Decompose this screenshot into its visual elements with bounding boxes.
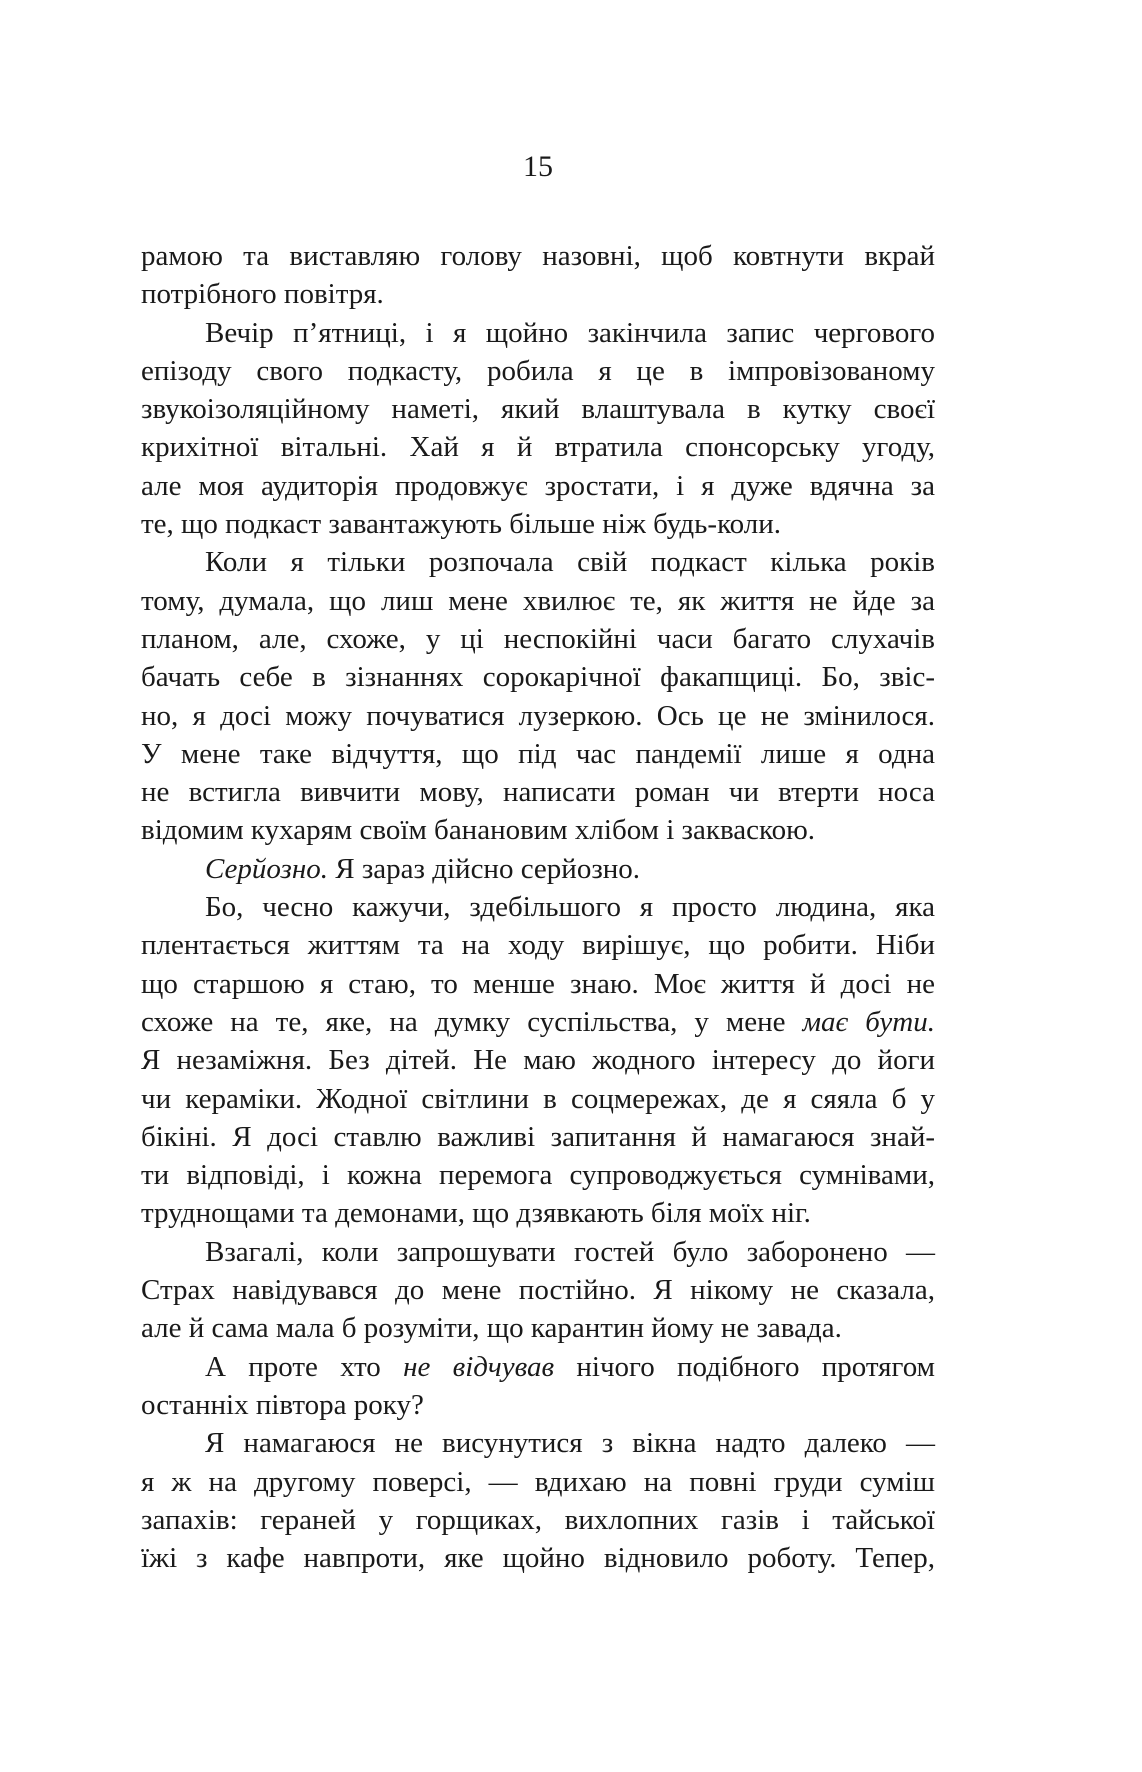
text-segment: планом, але, схоже, у ці неспокійні часи багато слухачів xyxy=(141,622,935,655)
text-segment: крихітної вітальні. Хай я й втратила спонсорську угоду, xyxy=(141,431,935,464)
text-segment: У мене таке відчуття, що під час пандемії лише я одна xyxy=(141,737,935,770)
text-segment: А проте хто xyxy=(205,1350,404,1383)
text-segment: нічого подібного протягом xyxy=(554,1350,935,1383)
text-block xyxy=(141,237,935,1577)
text-line xyxy=(141,237,935,275)
text-line xyxy=(141,1080,935,1118)
text-segment: рамою та виставляю голову назовні, щоб ковтнути вкрай xyxy=(141,240,935,272)
text-line xyxy=(141,505,935,543)
text-segment: потрібного повітря. xyxy=(141,278,384,311)
text-segment: але й сама мала б розуміти, що карантин йому не завада. xyxy=(141,1312,842,1345)
text-line xyxy=(141,467,935,505)
text-line xyxy=(141,620,935,658)
text-segment: ти відповіді, і кожна перемога супроводжується сумнівами, xyxy=(141,1159,935,1192)
text-line xyxy=(141,582,935,620)
text-line xyxy=(141,1463,935,1501)
text-segment: Коли я тільки розпочала свій подкаст кілька років xyxy=(205,546,935,579)
text-segment: Вечір п’ятниці, і я щойно закінчила запис чергового xyxy=(205,316,935,349)
text-line xyxy=(141,390,935,428)
text-line xyxy=(141,352,935,390)
text-segment: Взагалі, коли запрошувати гостей було заборонено — xyxy=(205,1235,935,1268)
text-line xyxy=(141,811,935,849)
text-line xyxy=(141,658,935,696)
text-line xyxy=(141,888,935,926)
text-segment: останніх півтора року? xyxy=(141,1388,424,1421)
text-line xyxy=(141,1501,935,1539)
text-line xyxy=(141,850,935,888)
text-segment: їжі з кафе навпроти, яке щойно відновило роботу. Тепер, xyxy=(141,1542,935,1575)
text-line xyxy=(141,1386,935,1424)
text-line xyxy=(141,543,935,581)
text-segment: запахів: гераней у горщиках, вихлопних газів і тайської xyxy=(141,1503,935,1536)
text-segment: бачать себе в зізнаннях сорокарічної факапщиці. Бо, звіс- xyxy=(141,661,935,694)
text-segment: плентається життям та на ходу вирішує, що робити. Ніби xyxy=(141,929,935,962)
text-line xyxy=(141,1348,935,1386)
text-segment: що старшою я стаю, то менше знаю. Моє життя й досі не xyxy=(141,967,935,1000)
text-segment: Бо, чесно кажучи, здебільшого я просто людина, яка xyxy=(205,891,935,924)
page-number: 15 xyxy=(523,150,553,183)
text-segment: Я зараз дійсно серйозно. xyxy=(327,852,641,885)
text-line xyxy=(141,1118,935,1156)
text-line xyxy=(141,735,935,773)
text-line xyxy=(141,1539,935,1577)
text-segment: але моя аудиторія продовжує зростати, і я дуже вдячна за xyxy=(141,469,935,502)
text-segment: бікіні. Я досі ставлю важливі запитання й намагаюся знай- xyxy=(141,1120,935,1153)
italic-text: не відчував xyxy=(403,1350,555,1383)
text-line xyxy=(141,428,935,466)
text-segment: схоже на те, яке, на думку суспільства, у мене xyxy=(141,1005,803,1038)
text-segment: но, я досі можу почуватися лузеркою. Ось це не змінилося. xyxy=(141,699,935,732)
text-line xyxy=(141,926,935,964)
text-segment: Я незаміжня. Без дітей. Не маю жодного інтересу до йоги xyxy=(141,1044,935,1077)
text-segment: чи кераміки. Жодної світлини в соцмережах, де я сяяла б у xyxy=(141,1082,935,1115)
text-segment: те, що подкаст завантажують більше ніж будь-коли. xyxy=(141,508,782,541)
text-line xyxy=(141,314,935,352)
text-line xyxy=(141,1233,935,1271)
text-line xyxy=(141,773,935,811)
text-line xyxy=(141,965,935,1003)
text-line xyxy=(141,1156,935,1194)
text-line xyxy=(141,1271,935,1309)
text-line xyxy=(141,1003,935,1041)
text-segment: епізоду свого подкасту, робила я це в імпровізованому xyxy=(141,354,935,387)
text-segment: звукоізоляційному наметі, який влаштувала в кутку своєї xyxy=(141,393,935,426)
text-line xyxy=(141,697,935,735)
text-segment: тому, думала, що лиш мене хвилює те, як життя не йде за xyxy=(141,584,935,617)
text-segment: відомим кухарям своїм банановим хлібом і закваскою. xyxy=(141,814,816,847)
italic-text: має бути. xyxy=(802,1005,936,1038)
text-segment: Я намагаюся не висунутися з вікна надто далеко — xyxy=(205,1427,935,1460)
text-segment: Страх навідувався до мене постійно. Я нікому не сказала, xyxy=(141,1274,935,1307)
text-segment: не встигла вивчити мову, написати роман чи втерти носа xyxy=(141,776,935,809)
italic-text: Серйозно. xyxy=(205,852,328,885)
text-line xyxy=(141,1424,935,1462)
text-line xyxy=(141,275,935,313)
text-segment: я ж на другому поверсі, — вдихаю на повні груди суміш xyxy=(141,1465,935,1498)
text-line xyxy=(141,1041,935,1079)
text-segment: труднощами та демонами, що дзявкають біля моїх ніг. xyxy=(141,1197,811,1230)
text-line xyxy=(141,1309,935,1347)
text-line xyxy=(141,1194,935,1232)
